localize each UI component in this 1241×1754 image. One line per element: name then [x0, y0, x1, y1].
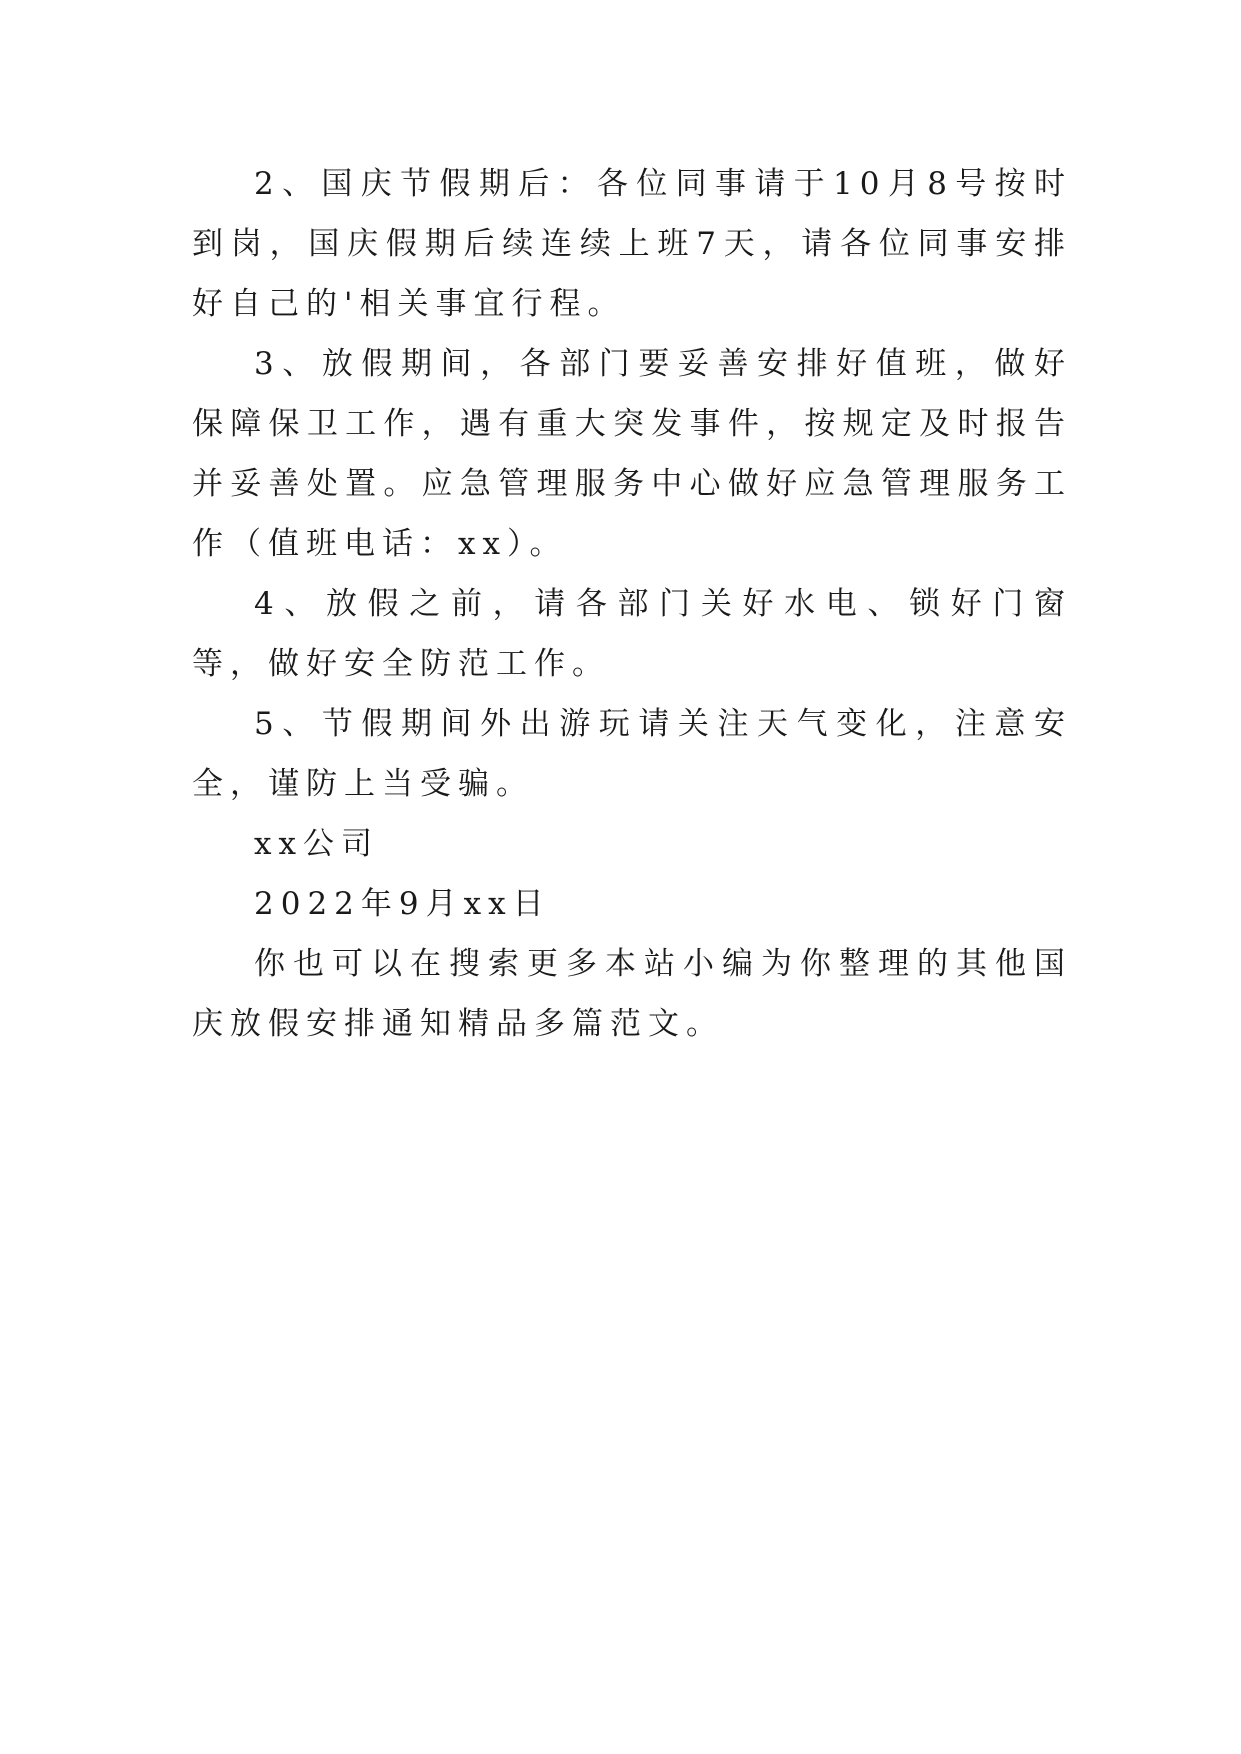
paragraph-item-3: 3、放假期间，各部门要妥善安排好值班，做好保障保卫工作，遇有重大突发事件，按规定及时报告并妥善处置。应急管理服务中心做好应急管理服务工作（值班电话：xx）。	[192, 346, 1072, 562]
document-body	[192, 154, 1072, 1054]
signature-company: xx公司	[254, 826, 379, 862]
signature-date: 2022年9月xx日	[254, 886, 551, 922]
paragraph-item-4: 4、放假之前，请各部门关好水电、锁好门窗等，做好安全防范工作。	[192, 586, 1072, 682]
footer-note: 你也可以在搜索更多本站小编为你整理的其他国庆放假安排通知精品多篇范文。	[192, 946, 1072, 1042]
paragraph-item-5: 5、节假期间外出游玩请关注天气变化，注意安全，谨防上当受骗。	[192, 706, 1072, 802]
paragraph-item-2: 2、国庆节假期后：各位同事请于10月8号按时到岗，国庆假期后续连续上班7天，请各位同事安排好自己的'相关事宜行程。	[192, 166, 1072, 322]
